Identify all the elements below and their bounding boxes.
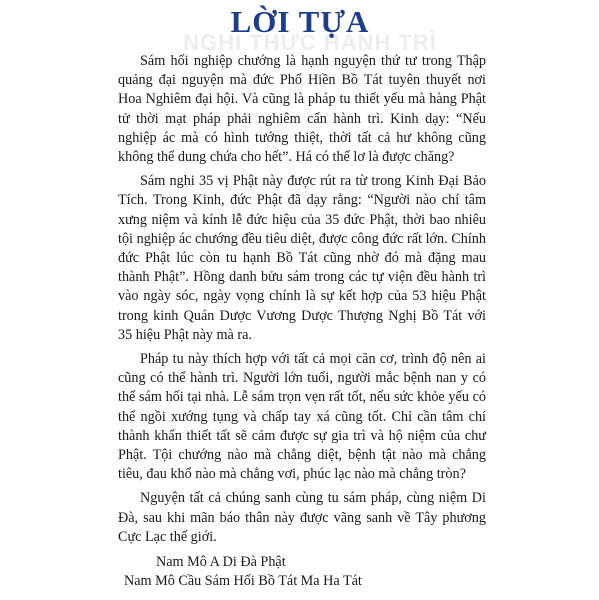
closing-line-1: Nam Mô A Di Đà Phật xyxy=(156,554,286,570)
paragraph-1: Sám hối nghiệp chướng là hạnh nguyện thứ tư trong Thập quảng đại nguyện mà đức Phổ Hiền Bồ Tát tuyên thuyết nơi Hoa Nghiêm đại hội. Và cũng là pháp tu thiết yếu mà hàng Phật tử thời mạt pháp phải nghiêm cẩn hành trì. Kinh dạy: “Nếu nghiệp ác mà có hình tướng thiệt, thời tất cả hư không cũng không thể dung chứa cho hết”. Há có thể lơ là được chăng? xyxy=(118,53,486,166)
paragraph-4: Nguyện tất cả chúng sanh cùng tu sám pháp, cùng niệm Di Đà, sau khi mãn báo thân này được vãng sanh về Tây phương Cực Lạc thế giới. xyxy=(118,490,486,545)
closing-line-2: Nam Mô Cầu Sám Hối Bồ Tát Ma Ha Tát xyxy=(124,573,362,590)
page-title: LỜI TỰA xyxy=(230,4,370,39)
closing-invocations xyxy=(118,553,486,591)
preface-body xyxy=(118,52,486,552)
paragraph-2: Sám nghi 35 vị Phật này được rút ra từ trong Kinh Đại Bảo Tích. Trong Kinh, đức Phật đã dạy rằng: “Người nào chí tâm xưng niệm và kính lễ đức hiệu của 35 đức Phật, thời bao nhiêu tội nghiệp ác chướng đều tiêu diệt, được công đức rất lớn. Chính đức Phật lúc còn tu hạnh Bồ Tát cũng nhờ đó mà đặng mau thành Phật”. Hồng danh bửu sám trong các tự viện đều hành trì vào ngày sóc, ngày vọng chính là sự kết hợp của 53 hiệu Phật trong kinh Quán Dược Vương Dược Thượng Nghị Bồ Tát với 35 hiệu Phật này mà ra. xyxy=(118,173,486,343)
show-through-text: NGHI THỨC HÀNH TRÌ xyxy=(183,30,437,55)
paragraph-3: Pháp tu này thích hợp với tất cả mọi căn cơ, trình độ nên ai cũng có thể hành trì. Người lớn tuổi, người mắc bệnh nan y có thể sám hối tại nhà. Lễ sám trọn vẹn rất tốt, nếu sức khỏe yếu có thể ngồi xướng tụng và chấp tay xá cũng tốt. Chỉ cần tâm chí thành khẩn thiết tất sẽ cảm được sự gia trì và hộ niệm của chư Phật. Tội chướng nào mà chẳng diệt, bệnh tật nào mà chẳng tiêu, đau khổ nào mà chẳng vơi, phúc lạc nào mà chẳng tròn? xyxy=(118,351,486,483)
